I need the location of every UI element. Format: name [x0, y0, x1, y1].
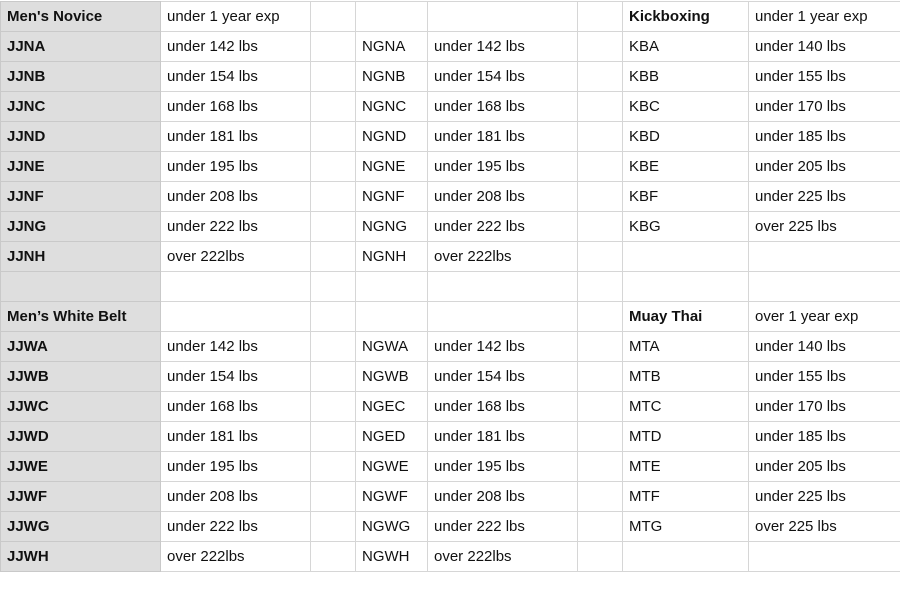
- cell-r15-c1[interactable]: under 195 lbs: [161, 452, 311, 482]
- cell-r16-c5[interactable]: [578, 482, 623, 512]
- cell-r11-c5[interactable]: [578, 332, 623, 362]
- cell-r17-c5[interactable]: [578, 512, 623, 542]
- cell-r0-c4[interactable]: [428, 2, 578, 32]
- cell-r9-c7[interactable]: [749, 272, 900, 302]
- cell-r3-c3[interactable]: NGNC: [356, 92, 428, 122]
- cell-r3-c0[interactable]: JJNC: [1, 92, 161, 122]
- table-row: [1, 62, 900, 92]
- cell-r14-c1[interactable]: under 181 lbs: [161, 422, 311, 452]
- cell-r1-c4[interactable]: under 142 lbs: [428, 32, 578, 62]
- cell-r0-c7[interactable]: under 1 year exp: [749, 2, 900, 32]
- cell-r10-c4[interactable]: [428, 302, 578, 332]
- cell-r14-c2[interactable]: [311, 422, 356, 452]
- cell-r11-c7[interactable]: under 140 lbs: [749, 332, 900, 362]
- cell-r17-c0[interactable]: JJWG: [1, 512, 161, 542]
- cell-r13-c3[interactable]: NGEC: [356, 392, 428, 422]
- table-row: [1, 242, 900, 272]
- cell-r10-c5[interactable]: [578, 302, 623, 332]
- cell-r8-c7[interactable]: [749, 242, 900, 272]
- cell-r2-c6[interactable]: KBB: [623, 62, 749, 92]
- cell-r4-c6[interactable]: KBD: [623, 122, 749, 152]
- cell-r11-c0[interactable]: JJWA: [1, 332, 161, 362]
- cell-r10-c6[interactable]: Muay Thai: [623, 302, 749, 332]
- cell-r18-c2[interactable]: [311, 542, 356, 572]
- cell-r7-c5[interactable]: [578, 212, 623, 242]
- cell-r13-c0[interactable]: JJWC: [1, 392, 161, 422]
- cell-r18-c5[interactable]: [578, 542, 623, 572]
- cell-r6-c5[interactable]: [578, 182, 623, 212]
- cell-r17-c2[interactable]: [311, 512, 356, 542]
- cell-r6-c3[interactable]: NGNF: [356, 182, 428, 212]
- cell-r10-c7[interactable]: over 1 year exp: [749, 302, 900, 332]
- cell-r6-c0[interactable]: JJNF: [1, 182, 161, 212]
- table-row: [1, 392, 900, 422]
- cell-r7-c4[interactable]: under 222 lbs: [428, 212, 578, 242]
- cell-r0-c1[interactable]: under 1 year exp: [161, 2, 311, 32]
- cell-r9-c1[interactable]: [161, 272, 311, 302]
- cell-r1-c6[interactable]: KBA: [623, 32, 749, 62]
- cell-r15-c4[interactable]: under 195 lbs: [428, 452, 578, 482]
- cell-r5-c3[interactable]: NGNE: [356, 152, 428, 182]
- cell-r2-c0[interactable]: JJNB: [1, 62, 161, 92]
- cell-r8-c3[interactable]: NGNH: [356, 242, 428, 272]
- cell-r18-c3[interactable]: NGWH: [356, 542, 428, 572]
- cell-r2-c4[interactable]: under 154 lbs: [428, 62, 578, 92]
- table-row: [1, 212, 900, 242]
- cell-r1-c3[interactable]: NGNA: [356, 32, 428, 62]
- cell-r5-c7[interactable]: under 205 lbs: [749, 152, 900, 182]
- cell-r10-c0[interactable]: Men’s White Belt: [1, 302, 161, 332]
- table-row: [1, 2, 900, 32]
- cell-r12-c4[interactable]: under 154 lbs: [428, 362, 578, 392]
- cell-r7-c2[interactable]: [311, 212, 356, 242]
- cell-r12-c6[interactable]: MTB: [623, 362, 749, 392]
- cell-r14-c4[interactable]: under 181 lbs: [428, 422, 578, 452]
- cell-r16-c4[interactable]: under 208 lbs: [428, 482, 578, 512]
- cell-r4-c3[interactable]: NGND: [356, 122, 428, 152]
- table-row: [1, 482, 900, 512]
- cell-r14-c3[interactable]: NGED: [356, 422, 428, 452]
- cell-r16-c3[interactable]: NGWF: [356, 482, 428, 512]
- table-row: [1, 422, 900, 452]
- cell-r11-c1[interactable]: under 142 lbs: [161, 332, 311, 362]
- cell-r0-c0[interactable]: Men's Novice: [1, 2, 161, 32]
- cell-r5-c4[interactable]: under 195 lbs: [428, 152, 578, 182]
- cell-r10-c1[interactable]: [161, 302, 311, 332]
- cell-r15-c3[interactable]: NGWE: [356, 452, 428, 482]
- cell-r7-c0[interactable]: JJNG: [1, 212, 161, 242]
- cell-r2-c1[interactable]: under 154 lbs: [161, 62, 311, 92]
- cell-r0-c2[interactable]: [311, 2, 356, 32]
- cell-r4-c5[interactable]: [578, 122, 623, 152]
- cell-r7-c1[interactable]: under 222 lbs: [161, 212, 311, 242]
- cell-r6-c1[interactable]: under 208 lbs: [161, 182, 311, 212]
- cell-r1-c0[interactable]: JJNA: [1, 32, 161, 62]
- cell-r12-c2[interactable]: [311, 362, 356, 392]
- cell-r15-c2[interactable]: [311, 452, 356, 482]
- cell-r2-c5[interactable]: [578, 62, 623, 92]
- cell-r9-c3[interactable]: [356, 272, 428, 302]
- cell-r9-c6[interactable]: [623, 272, 749, 302]
- cell-r3-c6[interactable]: KBC: [623, 92, 749, 122]
- cell-r12-c7[interactable]: under 155 lbs: [749, 362, 900, 392]
- cell-r7-c6[interactable]: KBG: [623, 212, 749, 242]
- cell-r7-c7[interactable]: over 225 lbs: [749, 212, 900, 242]
- cell-r3-c1[interactable]: under 168 lbs: [161, 92, 311, 122]
- cell-r14-c7[interactable]: under 185 lbs: [749, 422, 900, 452]
- cell-r11-c2[interactable]: [311, 332, 356, 362]
- cell-r16-c1[interactable]: under 208 lbs: [161, 482, 311, 512]
- cell-r11-c4[interactable]: under 142 lbs: [428, 332, 578, 362]
- cell-r2-c3[interactable]: NGNB: [356, 62, 428, 92]
- cell-r9-c4[interactable]: [428, 272, 578, 302]
- cell-r8-c0[interactable]: JJNH: [1, 242, 161, 272]
- cell-r1-c5[interactable]: [578, 32, 623, 62]
- cell-r18-c0[interactable]: JJWH: [1, 542, 161, 572]
- cell-r5-c1[interactable]: under 195 lbs: [161, 152, 311, 182]
- cell-r3-c5[interactable]: [578, 92, 623, 122]
- cell-r15-c7[interactable]: under 205 lbs: [749, 452, 900, 482]
- cell-r1-c1[interactable]: under 142 lbs: [161, 32, 311, 62]
- cell-r1-c7[interactable]: under 140 lbs: [749, 32, 900, 62]
- cell-r4-c1[interactable]: under 181 lbs: [161, 122, 311, 152]
- cell-r17-c7[interactable]: over 225 lbs: [749, 512, 900, 542]
- table-row: [1, 272, 900, 302]
- cell-r11-c3[interactable]: NGWA: [356, 332, 428, 362]
- cell-r17-c4[interactable]: under 222 lbs: [428, 512, 578, 542]
- cell-r6-c2[interactable]: [311, 182, 356, 212]
- cell-r12-c5[interactable]: [578, 362, 623, 392]
- cell-r13-c6[interactable]: MTC: [623, 392, 749, 422]
- cell-r11-c6[interactable]: MTA: [623, 332, 749, 362]
- cell-r4-c7[interactable]: under 185 lbs: [749, 122, 900, 152]
- cell-r8-c2[interactable]: [311, 242, 356, 272]
- cell-r5-c0[interactable]: JJNE: [1, 152, 161, 182]
- cell-r3-c4[interactable]: under 168 lbs: [428, 92, 578, 122]
- cell-r2-c2[interactable]: [311, 62, 356, 92]
- cell-r17-c3[interactable]: NGWG: [356, 512, 428, 542]
- cell-r10-c3[interactable]: [356, 302, 428, 332]
- cell-r3-c7[interactable]: under 170 lbs: [749, 92, 900, 122]
- table-row: [1, 92, 900, 122]
- cell-r0-c6[interactable]: Kickboxing: [623, 2, 749, 32]
- cell-r8-c4[interactable]: over 222lbs: [428, 242, 578, 272]
- cell-r13-c5[interactable]: [578, 392, 623, 422]
- spreadsheet-table: [0, 1, 900, 572]
- cell-r16-c7[interactable]: under 225 lbs: [749, 482, 900, 512]
- table-row: [1, 512, 900, 542]
- table-row: [1, 332, 900, 362]
- cell-r4-c0[interactable]: JJND: [1, 122, 161, 152]
- cell-r6-c7[interactable]: under 225 lbs: [749, 182, 900, 212]
- cell-r14-c0[interactable]: JJWD: [1, 422, 161, 452]
- cell-r1-c2[interactable]: [311, 32, 356, 62]
- spreadsheet-body: [1, 2, 900, 572]
- table-row: [1, 452, 900, 482]
- cell-r4-c4[interactable]: under 181 lbs: [428, 122, 578, 152]
- cell-r14-c6[interactable]: MTD: [623, 422, 749, 452]
- cell-r0-c3[interactable]: [356, 2, 428, 32]
- cell-r8-c5[interactable]: [578, 242, 623, 272]
- cell-r16-c0[interactable]: JJWF: [1, 482, 161, 512]
- cell-r9-c2[interactable]: [311, 272, 356, 302]
- cell-r5-c5[interactable]: [578, 152, 623, 182]
- table-row: [1, 122, 900, 152]
- cell-r18-c1[interactable]: over 222lbs: [161, 542, 311, 572]
- cell-r4-c2[interactable]: [311, 122, 356, 152]
- table-row: [1, 362, 900, 392]
- table-row: [1, 302, 900, 332]
- cell-r13-c1[interactable]: under 168 lbs: [161, 392, 311, 422]
- cell-r16-c2[interactable]: [311, 482, 356, 512]
- cell-r18-c7[interactable]: [749, 542, 900, 572]
- cell-r17-c6[interactable]: MTG: [623, 512, 749, 542]
- table-row: [1, 32, 900, 62]
- cell-r13-c2[interactable]: [311, 392, 356, 422]
- cell-r12-c1[interactable]: under 154 lbs: [161, 362, 311, 392]
- cell-r6-c4[interactable]: under 208 lbs: [428, 182, 578, 212]
- cell-r10-c2[interactable]: [311, 302, 356, 332]
- cell-r8-c1[interactable]: over 222lbs: [161, 242, 311, 272]
- cell-r3-c2[interactable]: [311, 92, 356, 122]
- cell-r15-c6[interactable]: MTE: [623, 452, 749, 482]
- cell-r6-c6[interactable]: KBF: [623, 182, 749, 212]
- cell-r0-c5[interactable]: [578, 2, 623, 32]
- cell-r18-c6[interactable]: [623, 542, 749, 572]
- cell-r18-c4[interactable]: over 222lbs: [428, 542, 578, 572]
- cell-r15-c0[interactable]: JJWE: [1, 452, 161, 482]
- cell-r14-c5[interactable]: [578, 422, 623, 452]
- cell-r13-c7[interactable]: under 170 lbs: [749, 392, 900, 422]
- cell-r9-c0[interactable]: [1, 272, 161, 302]
- cell-r16-c6[interactable]: MTF: [623, 482, 749, 512]
- cell-r15-c5[interactable]: [578, 452, 623, 482]
- cell-r5-c2[interactable]: [311, 152, 356, 182]
- cell-r12-c0[interactable]: JJWB: [1, 362, 161, 392]
- table-row: [1, 182, 900, 212]
- cell-r2-c7[interactable]: under 155 lbs: [749, 62, 900, 92]
- cell-r13-c4[interactable]: under 168 lbs: [428, 392, 578, 422]
- cell-r5-c6[interactable]: KBE: [623, 152, 749, 182]
- table-row: [1, 152, 900, 182]
- cell-r8-c6[interactable]: [623, 242, 749, 272]
- table-row: [1, 542, 900, 572]
- cell-r9-c5[interactable]: [578, 272, 623, 302]
- cell-r17-c1[interactable]: under 222 lbs: [161, 512, 311, 542]
- cell-r7-c3[interactable]: NGNG: [356, 212, 428, 242]
- cell-r12-c3[interactable]: NGWB: [356, 362, 428, 392]
